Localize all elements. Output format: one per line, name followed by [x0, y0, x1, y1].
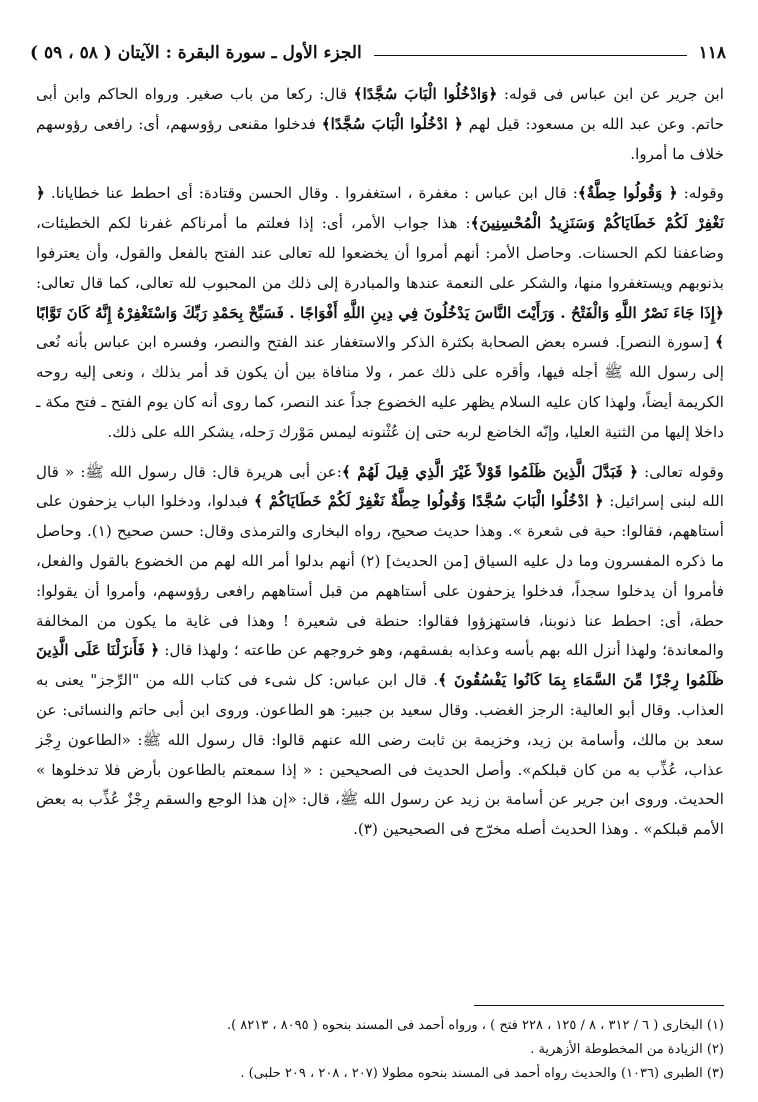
text-run: فبدلوا، ودخلوا الباب يزحفون على أستاههم، فقالوا: حبة فى شعرة ». وهذا حديث صحيح، رواه البخارى والترمذى وقال: حسن صحيح (١). وحاصل ما ذكره المفسرون وما دل عليه السياق [من الحديث] (٢) أنهم بدلوا أمر الله لهم من الخضوع بالقول والفعل، فأمروا أن يدخلوا سجداً، فدخلوا يزحفون على أستاههم من قبل أستاههم رافعى رؤوسهم، وأمروا أن يقولوا: حطة، أى: احطط عنا ذنوبنا، فاستهزؤوا فقالوا: حنطة فى شعيرة ! وهذا فى غاية ما يكون من المخالفة والمعاندة؛ ولهذا أنزل الله بهم بأسه وعذابه بفسقهم، وهو خروجهم عن طاعته ؛ ولهذا قال: [36, 492, 725, 660]
text-run: قال: ركعا من باب صغير. ورواه الحاكم وابن أبى حاتم. وعن عبد الله بن مسعود: قيل لهم [36, 85, 725, 133]
text-run: وقوله: [677, 184, 725, 203]
quran-verse: ﴿ نَغْفِرْ لَكُمْ خَطَايَاكُمْ وَسَنَزِيدُ الْمُحْسِنِينَ﴾ [36, 184, 724, 233]
text-run: : قال ابن عباس : مغفرة ، استغفروا . وقال الحسن وقتادة: أى احطط عنا خطايانا. [44, 184, 578, 203]
paragraph [36, 458, 724, 845]
text-run: [سورة النصر]. فسره بعض الصحابة بكثرة الذكر والاستغفار عند الفتح والنصر، وفسره ابن عباس بأنه نُعى إلى رسول الله ﷺ أجله فيها، وأقره على ذلك عمر ، ولا منافاة بين أن يكون قد أمر بذلك ، ونعى إليه روحه الكريمة أيضاً، ولهذا كان عليه السلام يظهر عليه الخضوع جداً عند النصر، كما روى أنه كان يوم الفتح ـ فتح مكة ـ داخلا إليها من الثنية العليا، وإنّه الخاضع لربه حتى إن عُثْنونه ليمس مَوْرك رَحله، يشكر الله على ذلك. [36, 333, 724, 441]
quran-verse: ﴿ ادْخُلُوا الْبَابَ سُجَّدًا﴾ [321, 114, 463, 133]
paragraph [36, 80, 724, 169]
quran-verse: ﴿ فَأَنزَلْنَا عَلَى الَّذِينَ ظَلَمُوا رِجْزًا مِّنَ السَّمَاءِ بِمَا كَانُوا يَفْسُقُونَ ﴾ [36, 641, 724, 690]
page-number: ١١٨ [698, 43, 726, 63]
text-run: :عن أبى هريرة قال: قال رسول الله ﷺ: « قال الله لبنى إسرائيل: [36, 462, 724, 511]
page-body [36, 80, 724, 845]
paragraph [36, 179, 724, 447]
running-title: الجزء الأول ـ سورة البقرة : الآيتان ( ٥٨ ، ٥٩ ) [30, 43, 362, 63]
quran-verse: ﴿ ادْخُلُوا الْبَابَ سُجَّدًا وَقُولُوا حِطَّةٌ نَغْفِرْ لَكُمْ خَطَايَاكُمْ ﴾ [253, 492, 604, 511]
footnote: (١) البخارى ( ٦ / ٣١٢ ، ٨ / ١٢٥ ، ٢٢٨ فتح ) ، ورواه أحمد فى المسند بنحوه ( ٨٠٩٥ ، ٨٢١٣ ). [226, 1018, 724, 1033]
quran-verse: ﴿ فَبَدَّلَ الَّذِينَ ظَلَمُوا قَوْلاً غَيْرَ الَّذِي قِيلَ لَهُمْ ﴾ [341, 462, 639, 481]
text-run: : هذا جواب الأمر، أى: إذا فعلتم ما أمرناكم غفرنا لكم الخطيئات، وضاعفنا لكم الحسنات. وحاصل الأمر: أنهم أمروا أن يخضعوا لله تعالى عند الفتح بالفعل والقول، وأن يعترفوا بذنوبهم ويستغفروا منها، والشكر على النعمة عندها والمبادرة إلى ذلك من المحبوب لله تعالى، كما قال تعالى: [36, 214, 724, 292]
quran-verse: ﴿ وَقُولُوا حِطَّةٌ﴾ [577, 184, 678, 203]
footnote: (٣) الطبرى (١٠٣٦) والحديث رواه أحمد فى المسند بنحوه مطولا (٢٠٧ ، ٢٠٨ ، ٢٠٩ حلبى) . [240, 1066, 724, 1081]
text-run: فدخلوا مقنعى رؤوسهم، أى: رافعى رؤوسهم خلاف ما أمروا. [36, 114, 724, 163]
text-run: . قال ابن عباس: كل شىء فى كتاب الله من "الرِّجز" يعنى به العذاب. وقال أبو العالية: الرجز الغضب. وقال سعيد بن جبير: هو الطاعون. وروى ابن أبى حاتم والنسائى: عن سعد بن مالك، وأسامة بن زيد، وخزيمة بن ثابت رضى الله عنهم قالوا: قال رسول الله ﷺ: «الطاعون رِجْز عذاب، عُذِّب به من كان قبلكم». وأصل الحديث فى الصحيحين : « إذا سمعتم بالطاعون بأرض فلا تدخلوها » الحديث. وروى ابن جرير عن أسامة بن زيد عن رسول الله ﷺ، قال: «إن هذا الوجع والسقم رِجْزٌ عُذِّب به بعض الأمم قبلكم» . وهذا الحديث أصله مخرّج فى الصحيحين (٣). [36, 671, 724, 839]
footnote-rule [474, 1005, 724, 1006]
quran-verse: ﴿إِذَا جَاءَ نَصْرُ اللَّهِ وَالْفَتْحُ . وَرَأَيْتَ النَّاسَ يَدْخُلُونَ فِي دِينِ اللَّهِ أَفْوَاجًا . فَسَبِّحْ بِحَمْدِ رَبِّكَ وَاسْتَغْفِرْهُ إِنَّهُ كَانَ تَوَّابًا ﴾ [36, 303, 724, 352]
text-run: وقوله تعالى: [638, 462, 725, 481]
text-run: ابن جرير عن ابن عباس فى قوله: [497, 85, 724, 103]
footnotes [36, 1014, 724, 1086]
header-rule [374, 55, 687, 56]
page-header [30, 38, 726, 68]
quran-verse: ﴿وَادْخُلُوا الْبَابَ سُجَّدًا﴾ [353, 85, 498, 103]
footnote: (٢) الزيادة من المخطوطة الأزهرية . [530, 1042, 724, 1057]
